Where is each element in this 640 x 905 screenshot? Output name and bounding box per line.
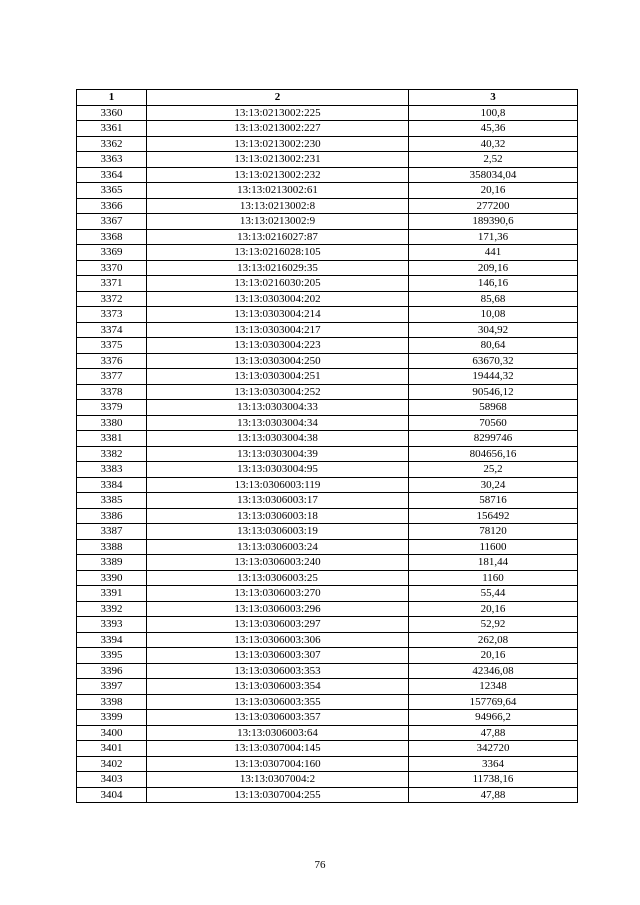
table-cell-col-1: 3367 — [77, 214, 147, 230]
table-cell-col-1: 3396 — [77, 663, 147, 679]
table-cell-col-3: 441 — [409, 245, 578, 261]
table-cell-col-1: 3400 — [77, 725, 147, 741]
table-cell-col-3: 2,52 — [409, 152, 578, 168]
table-cell-col-3: 45,36 — [409, 121, 578, 137]
table-cell-col-3: 42346,08 — [409, 663, 578, 679]
table-cell-col-1: 3371 — [77, 276, 147, 292]
table-row — [77, 493, 578, 509]
table-cell-col-3: 78120 — [409, 524, 578, 540]
table-row — [77, 384, 578, 400]
table-cell-col-1: 3388 — [77, 539, 147, 555]
table-cell-col-1: 3373 — [77, 307, 147, 323]
table-cell-col-1: 3399 — [77, 710, 147, 726]
table-cell-col-2: 13:13:0306003:119 — [147, 477, 409, 493]
table-cell-col-1: 3372 — [77, 291, 147, 307]
table-cell-col-1: 3385 — [77, 493, 147, 509]
table-cell-col-3: 70560 — [409, 415, 578, 431]
table-cell-col-1: 3398 — [77, 694, 147, 710]
table-cell-col-3: 804656,16 — [409, 446, 578, 462]
table-cell-col-3: 47,88 — [409, 725, 578, 741]
table-cell-col-2: 13:13:0306003:354 — [147, 679, 409, 695]
table-cell-col-2: 13:13:0306003:18 — [147, 508, 409, 524]
table-cell-col-2: 13:13:0306003:297 — [147, 617, 409, 633]
table-cell-col-1: 3394 — [77, 632, 147, 648]
table-cell-col-3: 358034,04 — [409, 167, 578, 183]
table-row — [77, 121, 578, 137]
table-cell-col-1: 3402 — [77, 756, 147, 772]
table-cell-col-1: 3383 — [77, 462, 147, 478]
table-cell-col-3: 30,24 — [409, 477, 578, 493]
table-row — [77, 694, 578, 710]
table-cell-col-2: 13:13:0216028:105 — [147, 245, 409, 261]
data-table — [76, 89, 578, 803]
table-row — [77, 260, 578, 276]
table-cell-col-3: 94966,2 — [409, 710, 578, 726]
table-row — [77, 307, 578, 323]
table-row — [77, 555, 578, 571]
table-row — [77, 338, 578, 354]
page-number: 76 — [314, 859, 326, 871]
table-cell-col-1: 3390 — [77, 570, 147, 586]
table-cell-col-2: 13:13:0216030:205 — [147, 276, 409, 292]
table-cell-col-2: 13:13:0213002:230 — [147, 136, 409, 152]
table-row — [77, 369, 578, 385]
table-row — [77, 291, 578, 307]
table-cell-col-2: 13:13:0306003:353 — [147, 663, 409, 679]
table-cell-col-1: 3391 — [77, 586, 147, 602]
table-cell-col-3: 10,08 — [409, 307, 578, 323]
table-cell-col-3: 25,2 — [409, 462, 578, 478]
table-cell-col-3: 20,16 — [409, 183, 578, 199]
column-header-2: 2 — [147, 90, 409, 106]
table-row — [77, 183, 578, 199]
table-cell-col-1: 3365 — [77, 183, 147, 199]
table-cell-col-2: 13:13:0306003:357 — [147, 710, 409, 726]
table-cell-col-1: 3376 — [77, 353, 147, 369]
table-cell-col-3: 11600 — [409, 539, 578, 555]
table-cell-col-1: 3361 — [77, 121, 147, 137]
table-cell-col-2: 13:13:0213002:9 — [147, 214, 409, 230]
table-cell-col-3: 58968 — [409, 400, 578, 416]
table-cell-col-2: 13:13:0303004:214 — [147, 307, 409, 323]
table-row — [77, 787, 578, 803]
table-cell-col-1: 3379 — [77, 400, 147, 416]
table-cell-col-1: 3375 — [77, 338, 147, 354]
table-cell-col-3: 100,8 — [409, 105, 578, 121]
table-row — [77, 741, 578, 757]
table-cell-col-2: 13:13:0303004:251 — [147, 369, 409, 385]
table-row — [77, 229, 578, 245]
table-cell-col-1: 3395 — [77, 648, 147, 664]
table-cell-col-2: 13:13:0213002:227 — [147, 121, 409, 137]
table-cell-col-1: 3397 — [77, 679, 147, 695]
table-row — [77, 276, 578, 292]
table-cell-col-3: 277200 — [409, 198, 578, 214]
table-cell-col-3: 1160 — [409, 570, 578, 586]
table-cell-col-2: 13:13:0306003:240 — [147, 555, 409, 571]
table-cell-col-1: 3378 — [77, 384, 147, 400]
table-cell-col-2: 13:13:0307004:145 — [147, 741, 409, 757]
table-cell-col-2: 13:13:0306003:270 — [147, 586, 409, 602]
table-cell-col-1: 3381 — [77, 431, 147, 447]
table-cell-col-2: 13:13:0306003:25 — [147, 570, 409, 586]
table-row — [77, 632, 578, 648]
table-cell-col-3: 342720 — [409, 741, 578, 757]
table-cell-col-2: 13:13:0303004:202 — [147, 291, 409, 307]
table-cell-col-3: 146,16 — [409, 276, 578, 292]
table-row — [77, 756, 578, 772]
table-cell-col-3: 3364 — [409, 756, 578, 772]
table-cell-col-1: 3370 — [77, 260, 147, 276]
table-row — [77, 663, 578, 679]
table-row — [77, 570, 578, 586]
table-row — [77, 462, 578, 478]
table-cell-col-2: 13:13:0307004:160 — [147, 756, 409, 772]
table-row — [77, 617, 578, 633]
table-row — [77, 601, 578, 617]
table-cell-col-1: 3363 — [77, 152, 147, 168]
table-cell-col-1: 3403 — [77, 772, 147, 788]
table-cell-col-1: 3389 — [77, 555, 147, 571]
table-row — [77, 353, 578, 369]
table-cell-col-3: 304,92 — [409, 322, 578, 338]
table-cell-col-2: 13:13:0213002:225 — [147, 105, 409, 121]
table-cell-col-3: 55,44 — [409, 586, 578, 602]
table-cell-col-1: 3382 — [77, 446, 147, 462]
table-cell-col-2: 13:13:0303004:217 — [147, 322, 409, 338]
table-cell-col-2: 13:13:0303004:95 — [147, 462, 409, 478]
table-row — [77, 136, 578, 152]
table-cell-col-1: 3387 — [77, 524, 147, 540]
column-header-1: 1 — [77, 90, 147, 106]
table-cell-col-1: 3386 — [77, 508, 147, 524]
table-cell-col-3: 209,16 — [409, 260, 578, 276]
table-cell-col-1: 3404 — [77, 787, 147, 803]
table-row — [77, 539, 578, 555]
table-cell-col-3: 80,64 — [409, 338, 578, 354]
table-cell-col-3: 181,44 — [409, 555, 578, 571]
table-cell-col-3: 40,32 — [409, 136, 578, 152]
table-cell-col-2: 13:13:0213002:8 — [147, 198, 409, 214]
table-cell-col-3: 19444,32 — [409, 369, 578, 385]
table-cell-col-2: 13:13:0303004:33 — [147, 400, 409, 416]
table-cell-col-3: 58716 — [409, 493, 578, 509]
table-cell-col-1: 3360 — [77, 105, 147, 121]
table-cell-col-2: 13:13:0307004:255 — [147, 787, 409, 803]
table-cell-col-1: 3380 — [77, 415, 147, 431]
table-cell-col-3: 171,36 — [409, 229, 578, 245]
table-cell-col-2: 13:13:0303004:250 — [147, 353, 409, 369]
table-cell-col-2: 13:13:0303004:223 — [147, 338, 409, 354]
table-cell-col-2: 13:13:0213002:231 — [147, 152, 409, 168]
table-cell-col-1: 3384 — [77, 477, 147, 493]
table-row — [77, 415, 578, 431]
table-row — [77, 586, 578, 602]
table-cell-col-1: 3369 — [77, 245, 147, 261]
table-cell-col-2: 13:13:0306003:64 — [147, 725, 409, 741]
table-row — [77, 322, 578, 338]
table-row — [77, 446, 578, 462]
table-row — [77, 245, 578, 261]
table-cell-col-3: 63670,32 — [409, 353, 578, 369]
table-cell-col-2: 13:13:0306003:296 — [147, 601, 409, 617]
table-cell-col-2: 13:13:0213002:232 — [147, 167, 409, 183]
table-row — [77, 477, 578, 493]
table-cell-col-1: 3364 — [77, 167, 147, 183]
table-cell-col-3: 20,16 — [409, 648, 578, 664]
table-cell-col-3: 52,92 — [409, 617, 578, 633]
table-cell-col-2: 13:13:0303004:39 — [147, 446, 409, 462]
table-cell-col-2: 13:13:0306003:17 — [147, 493, 409, 509]
table-row — [77, 214, 578, 230]
table-cell-col-1: 3393 — [77, 617, 147, 633]
table-cell-col-2: 13:13:0213002:61 — [147, 183, 409, 199]
table-cell-col-3: 156492 — [409, 508, 578, 524]
table-cell-col-3: 8299746 — [409, 431, 578, 447]
table-cell-col-3: 262,08 — [409, 632, 578, 648]
table-cell-col-3: 11738,16 — [409, 772, 578, 788]
table-cell-col-1: 3362 — [77, 136, 147, 152]
table-cell-col-2: 13:13:0306003:355 — [147, 694, 409, 710]
table-cell-col-3: 90546,12 — [409, 384, 578, 400]
table-cell-col-3: 85,68 — [409, 291, 578, 307]
table-row — [77, 524, 578, 540]
table-cell-col-2: 13:13:0303004:38 — [147, 431, 409, 447]
table-row — [77, 679, 578, 695]
table-body — [77, 105, 578, 803]
table-cell-col-2: 13:13:0307004:2 — [147, 772, 409, 788]
table-cell-col-1: 3392 — [77, 601, 147, 617]
table-row — [77, 167, 578, 183]
table-row — [77, 152, 578, 168]
table-cell-col-1: 3377 — [77, 369, 147, 385]
table-cell-col-3: 157769,64 — [409, 694, 578, 710]
table-cell-col-3: 189390,6 — [409, 214, 578, 230]
table-row — [77, 648, 578, 664]
table-row — [77, 400, 578, 416]
table-cell-col-2: 13:13:0306003:24 — [147, 539, 409, 555]
table-cell-col-1: 3401 — [77, 741, 147, 757]
table-row — [77, 431, 578, 447]
column-header-3: 3 — [409, 90, 578, 106]
table-cell-col-2: 13:13:0306003:306 — [147, 632, 409, 648]
table-cell-col-2: 13:13:0216027:87 — [147, 229, 409, 245]
table-cell-col-2: 13:13:0216029:35 — [147, 260, 409, 276]
table-cell-col-3: 47,88 — [409, 787, 578, 803]
table-row — [77, 508, 578, 524]
table-row — [77, 772, 578, 788]
table-row — [77, 105, 578, 121]
table-cell-col-3: 20,16 — [409, 601, 578, 617]
table-cell-col-2: 13:13:0306003:307 — [147, 648, 409, 664]
table-cell-col-2: 13:13:0303004:34 — [147, 415, 409, 431]
table-cell-col-3: 12348 — [409, 679, 578, 695]
table-row — [77, 725, 578, 741]
table-header-row — [77, 90, 578, 106]
table-row — [77, 198, 578, 214]
table-cell-col-1: 3368 — [77, 229, 147, 245]
table-row — [77, 710, 578, 726]
table-cell-col-2: 13:13:0306003:19 — [147, 524, 409, 540]
table-cell-col-2: 13:13:0303004:252 — [147, 384, 409, 400]
table-cell-col-1: 3374 — [77, 322, 147, 338]
table-cell-col-1: 3366 — [77, 198, 147, 214]
